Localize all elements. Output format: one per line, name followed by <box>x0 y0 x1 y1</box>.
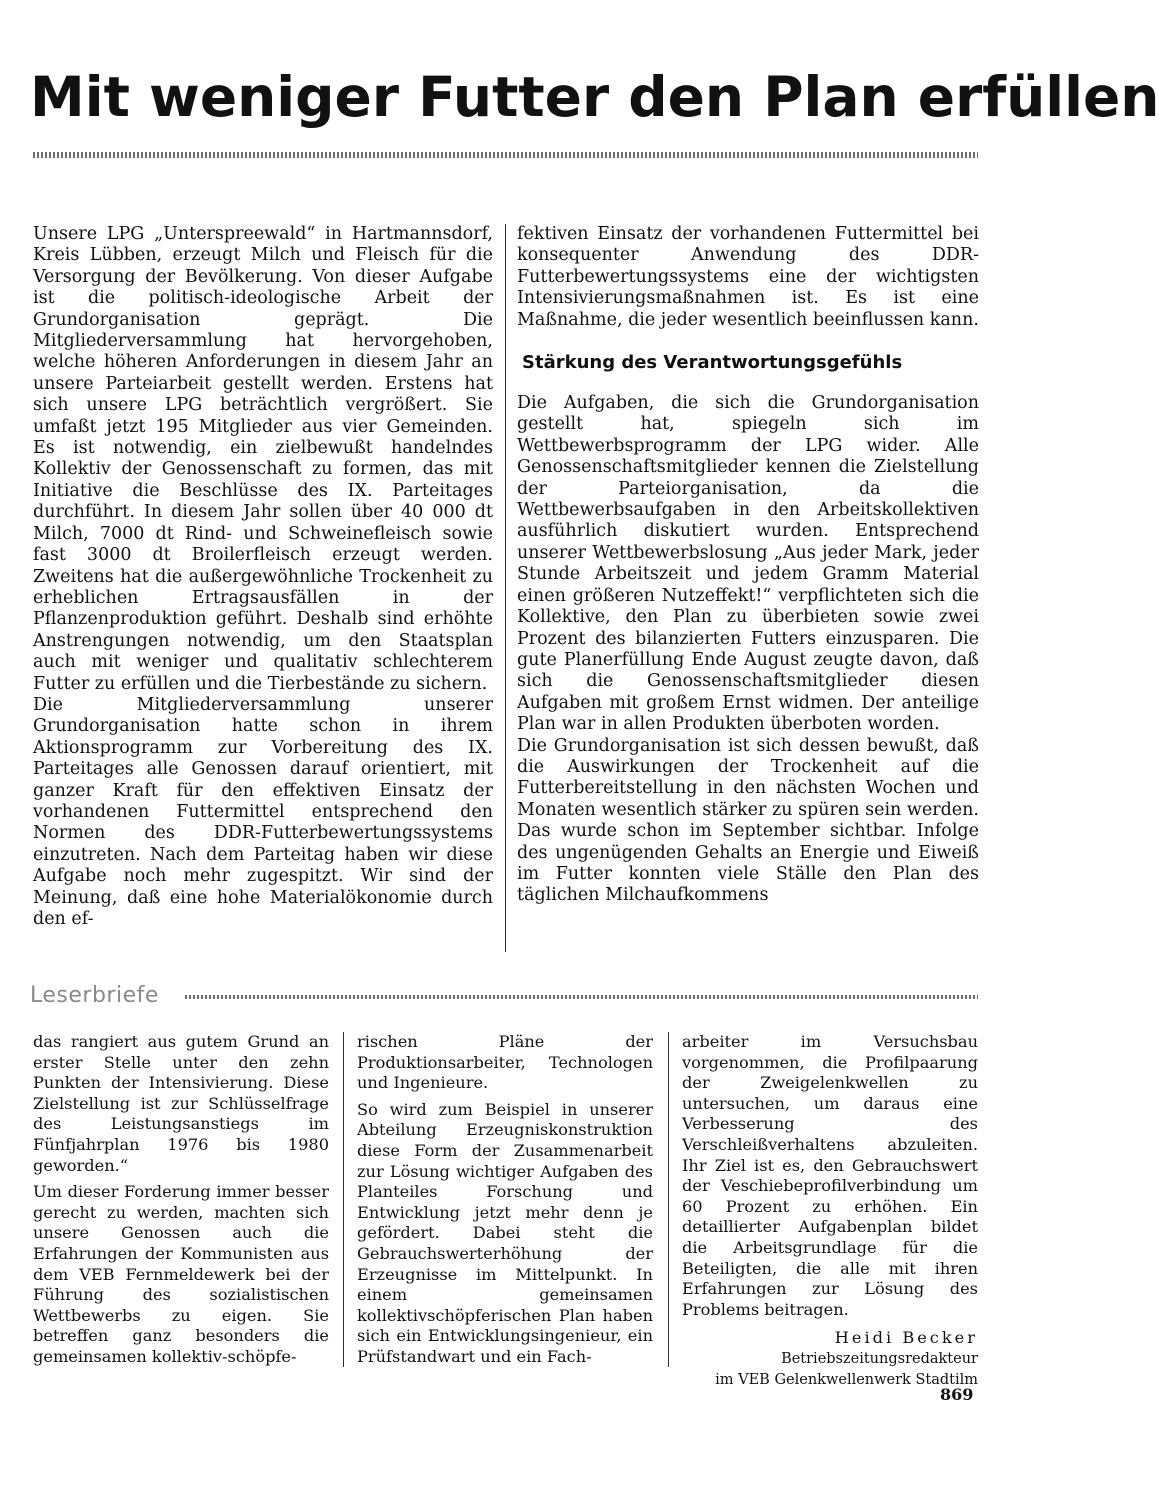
letter-paragraph: rischen Pläne der Produktionsarbeiter, Technologen und Ingenieure. <box>357 1032 653 1093</box>
author-signature <box>682 1328 978 1390</box>
article-column-2 <box>517 224 979 907</box>
letter-paragraph: arbeiter im Versuchsbau vorgenommen, die Profilpaarung der Zweigelenkwellen zu untersuchen, um daraus eine Verbesserung des Verschleißverhaltens abzuleiten. Ihr Ziel ist es, den Gebrauchswert der Veschiebeprofilverbindung um 60 Prozent zu erhöhen. Ein detaillierter Aufgabenplan bildet die Arbeitsgrundlage für die Beteiligten, die alle mit ihren Erfahrungen zur Lösung des Problems beitragen. <box>682 1032 978 1319</box>
column-divider <box>505 224 506 952</box>
letters-column-3 <box>682 1032 978 1396</box>
article-paragraph: fektiven Einsatz der vorhandenen Futtermittel bei konsequenter Anwendung des DDR-Futterbewertungssystems eine der wichtigsten Intensivierungsmaßnahmen ist. Es ist eine Maßnahme, die jeder wesentlich beeinflussen kann. <box>517 224 979 330</box>
letter-paragraph: So wird zum Beispiel in unserer Abteilung Erzeugniskonstruktion diese Form der Zusammenarbeit zur Lösung wichtiger Aufgaben des Planteiles Forschung und Entwicklung jetzt mehr denn je gefördert. Dabei steht die Gebrauchswerterhöhung der Erzeugnisse im Mittelpunkt. In einem gemeinsamen kollektivschöpferischen Plan haben sich ein Entwicklungsingenieur, ein Prüfstandwart und ein Fach- <box>357 1099 653 1366</box>
article-paragraph: Unsere LPG „Unterspreewald“ in Hartmannsdorf, Kreis Lübben, erzeugt Milch und Fleisch für die Versorgung der Bevölkerung. Von dieser Aufgabe ist die politisch-ideologische Arbeit der Grundorganisation geprägt. Die Mitgliederversammlung hat hervorgehoben, welche höheren Anforderungen in diesem Jahr an unsere Parteiarbeit gestellt werden. Erstens hat sich unsere LPG beträchtlich vergrößert. Sie umfaßt jetzt 195 Mitglieder aus vier Gemeinden. Es ist notwendig, ein zielbewußt handelndes Kollektiv der Genossenschaft zu formen, das mit Initiative die Beschlüsse des IX. Parteitages durchführt. In diesem Jahr sollen über 40 000 dt Milch, 7000 dt Rind- und Schweinefleisch sowie fast 3000 dt Broilerfleisch erzeugt werden. Zweitens hat die außergewöhnliche Trockenheit zu erheblichen Ertragsausfällen in der Pflanzenproduktion geführt. Deshalb sind erhöhte Anstrengungen notwendig, um den Staatsplan auch mit weniger und qualitativ schlechterem Futter zu erfüllen und die Tierbestände zu sichern. <box>33 224 493 694</box>
headline-rule <box>33 152 978 158</box>
letter-paragraph: das rangiert aus gutem Grund an erster Stelle unter den zehn Punkten der Intensivierung. Diese Zielstellung ist zur Schlüsselfrage des Leistungsanstiegs im Fünfjahrplan 1976 bis 1980 geworden.“ <box>33 1032 329 1175</box>
article-paragraph: Die Aufgaben, die sich die Grundorganisation gestellt hat, spiegeln sich im Wettbewerbsprogramm der LPG wider. Alle Genossenschaftsmitglieder kennen die Zielstellung der Parteiorganisation, da die Wettbewerbsaufgaben in den Arbeitskollektiven ausführlich diskutiert wurden. Entsprechend unserer Wettbewerbslosung „Aus jeder Mark, jeder Stunde Arbeitszeit und jedem Gramm Material einen größeren Nutzeffekt!“ verpflichteten sich die Kollektive, den Plan zu überbieten sowie zwei Prozent des bilanzierten Futters einzusparen. Die gute Planerfüllung Ende August zeugte davon, daß sich die Genossenschaftsmitglieder diesen Aufgaben mit großem Ernst widmen. Der anteilige Plan war in allen Produkten überboten worden. <box>517 393 979 735</box>
article-headline: Mit weniger Futter den Plan erfüllen <box>30 65 1159 129</box>
article-subheading: Stärkung des Verantwortungsgefühls <box>522 352 903 374</box>
section-rule <box>185 995 978 999</box>
letters-column-1 <box>33 1032 329 1374</box>
author-place: im VEB Gelenkwellenwerk Stadtilm <box>715 1371 978 1388</box>
article-column-1 <box>33 224 493 930</box>
column-divider <box>668 1032 669 1367</box>
section-label-leserbriefe: Leserbriefe <box>30 983 159 1008</box>
article-paragraph: Die Mitgliederversammlung unserer Grundorganisation hatte schon in ihrem Aktionsprogramm zur Vorbereitung des IX. Parteitages alle Genossen darauf orientiert, mit ganzer Kraft für den effektiven Einsatz der vorhandenen Futtermittel entsprechend den Normen des DDR-Futterbewertungssystems einzutreten. Nach dem Parteitag haben wir diese Aufgabe noch mehr zugespitzt. Wir sind der Meinung, daß eine hohe Materialökonomie durch den ef- <box>33 694 493 929</box>
letter-paragraph: Um dieser Forderung immer besser gerecht zu werden, machten sich unsere Genossen auch die Erfahrungen der Kommunisten aus dem VEB Fernmeldewerk bei der Führung des sozialistischen Wettbewerbs zu eigen. Sie betreffen ganz besonders die gemeinsamen kollektiv-schöpfe- <box>33 1182 329 1366</box>
author-name: Heidi Becker <box>834 1328 978 1348</box>
author-role: Betriebszeitungsredakteur <box>781 1350 978 1367</box>
page-number: 869 <box>940 1385 974 1404</box>
letters-column-2 <box>357 1032 653 1374</box>
column-divider <box>343 1032 344 1367</box>
article-paragraph: Die Grundorganisation ist sich dessen bewußt, daß die Auswirkungen der Trockenheit auf die Futterbereitstellung in den nächsten Wochen und Monaten wesentlich stärker zu spüren sein werden. Das wurde schon im September sichtbar. Infolge des ungenügenden Gehalts an Energie und Eiweiß im Futter konnten viele Ställe den Plan des täglichen Milchaufkommens <box>517 735 979 906</box>
